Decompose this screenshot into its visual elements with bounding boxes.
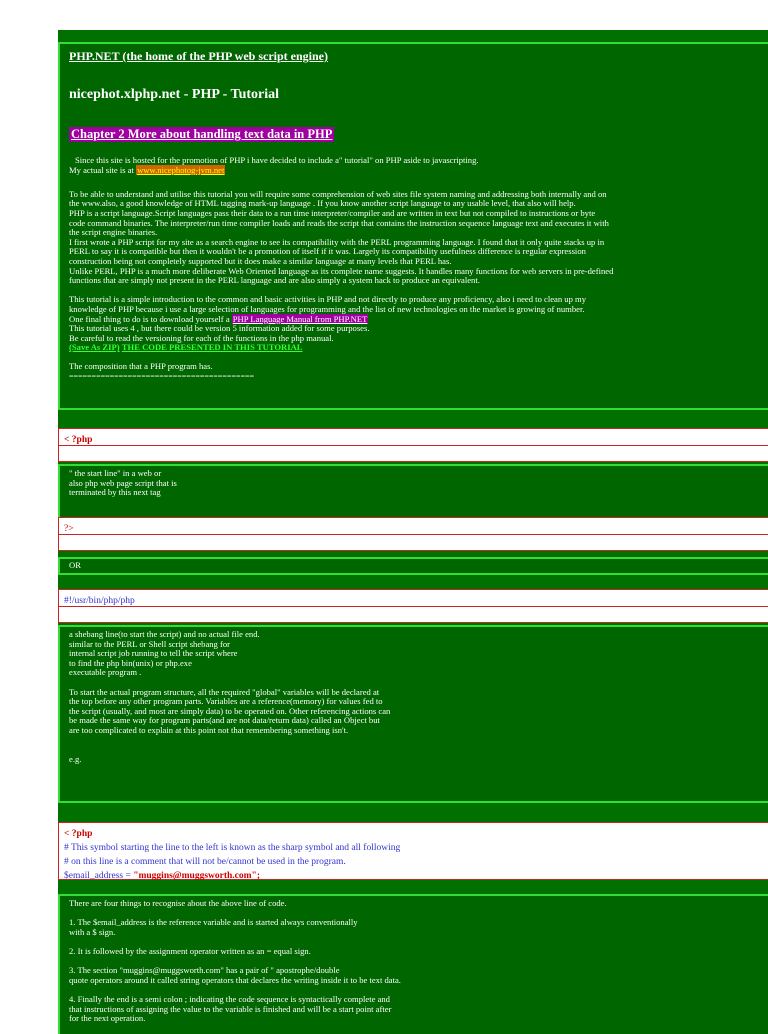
para2-line: functions that are simply not present in the PERL language and are also simply a system hack to produce an equivalent. (69, 275, 480, 286)
page-background (58, 30, 768, 1024)
para2-line: construction being not completely supported but it does make a similar language at many levels that PERL has. (69, 255, 452, 266)
composition-text: The composition that a PHP program has. (69, 361, 213, 372)
variables-line: be made the same way for program parts(and are not data/return data) called an Object but (69, 715, 380, 726)
item1-line: with a $ sign. (69, 926, 116, 937)
site-title: nicephot.xlphp.net - PHP - Tutorial (69, 87, 280, 102)
site-link[interactable]: www.nicephotog-jvm.net (137, 164, 225, 175)
code-box-shebang (58, 589, 768, 623)
para2-line: Unlike PERL, PHP is a much more deliberate Web Oriented language as its complete name suggests. It handles many functions for web servers in pre-defined (69, 265, 614, 276)
shebang-section (58, 625, 768, 803)
item4-line: 4. Finally the end is a semi colon ; indicating the code sequence is syntactically complete and (69, 993, 390, 1004)
php-manual-link[interactable]: PHP Language Manual from PHP.NET (232, 313, 368, 324)
four-things-section (58, 894, 768, 1034)
shebang-line: internal script job running to tell the script where (69, 648, 238, 659)
code-box-php-open (58, 428, 768, 462)
item3-line: 3. The section "muggins@muggsworth.com" has a pair of " apostrophe/double (69, 965, 340, 976)
item4-line: for the next operation. (69, 1013, 146, 1024)
shebang-line: executable program . (69, 667, 142, 678)
variables-line: are too complicated to explain at this point not that remembering something isn't. (69, 724, 349, 735)
comment-line-2: # on this line is a comment that will not be/cannot be used in the program. (64, 857, 346, 867)
download-prefix: One final thing to do is to download yourself a (69, 313, 232, 324)
eg-text: e.g. (69, 753, 82, 764)
item2-line: 2. It is followed by the assignment operator written as an = equal sign. (69, 945, 311, 956)
code-box-php-close (58, 517, 768, 551)
start-desc-line: also php web page script that is (69, 477, 177, 488)
or-text: OR (69, 560, 81, 570)
intro-line-2-prefix: My actual site is at (69, 164, 137, 175)
para2-line: I first wrote a PHP script for my site as a search engine to see its compatibility with the PERL programming language. I found that it only quite stacks up in (69, 236, 605, 247)
intro-line-2 (69, 166, 768, 176)
or-section (58, 557, 768, 575)
php-net-link[interactable]: PHP.NET (the home of the PHP web script engine) (69, 49, 328, 63)
divider-text: ========================================= (69, 372, 254, 382)
tutorial-code-link[interactable]: THE CODE PRESENTED IN THIS TUTORIAL (121, 342, 303, 353)
email-value: "muggins@muggsworth.com"; (133, 871, 260, 881)
start-desc-line: " the start line" in a web or (69, 468, 162, 478)
para2-line: PERL to say it is compatible but then it wouldn't be a promotion of itself if it was. Largely its compatibility usefulness difference is regular expression (69, 246, 586, 257)
para2-line: the script engine binaries. (69, 227, 158, 238)
item4-line: that instructions of assigning the value to the variable is finished and will be a start point after (69, 1003, 392, 1014)
para2-line: code command binaries. The interpreter/run time compiler loads and reads the script that contains the instruction sequence language text and executes it with (69, 217, 609, 228)
para4-line: Be careful to read the versioning for each of the functions in the php manual. (69, 332, 334, 343)
variables-line: the top before any other program parts. Variables are a reference(memory) for values fed to (69, 696, 383, 707)
shebang-line: similar to the PERL or Shell script shebang for (69, 638, 231, 649)
item3-line: quote operators around it called string operators that declares the writing inside it to be text data. (69, 974, 401, 985)
para3-line: knowledge of PHP because i use a large selection of languages for programming and the list of new technologies on the market is growing of number. (69, 303, 585, 314)
intro-section (58, 42, 768, 410)
four-things-title: There are four things to recognise about the above line of code. (69, 898, 287, 908)
comment-line-1: # This symbol starting the line to the left is known as the sharp symbol and all following (64, 843, 401, 853)
shebang-line: a shebang line(to start the script) and no actual file end. (69, 629, 260, 639)
variables-line: To start the actual program structure, all the required "global" variables will be declared at (69, 686, 380, 697)
chapter-link[interactable]: Chapter 2 More about handling text data in PHP (71, 127, 333, 141)
variables-line: the script (usually, and most are simply data) to be operated on. Other referencing actions can (69, 705, 391, 716)
intro-text (69, 156, 768, 382)
shebang-code: #!/usr/bin/php/php (64, 596, 135, 606)
item1-line: 1. The $email_address is the reference variable and is started always conventionally (69, 917, 358, 928)
para2-line: To be able to understand and utilise this tutorial you will require some comprehension of web sites file system naming and addressing both internally and on (69, 188, 607, 199)
shebang-line: to find the php bin(unix) or php.exe (69, 657, 192, 668)
start-desc-line: terminated by this next tag (69, 487, 161, 498)
php-close-tag: ?> (64, 524, 74, 534)
php-open-tag-2: < ?php (64, 829, 93, 839)
save-as-zip-link[interactable]: (Save As ZIP) (69, 342, 120, 353)
intro-line-1: Since this site is hosted for the promotion of PHP i have decided to include a" tutorial" on PHP aside to javascripting. (75, 155, 479, 165)
code-box-email (58, 822, 768, 880)
zip-line (69, 343, 768, 353)
para4-line: This tutorial uses 4 , but there could be version 5 information added for some purposes. (69, 323, 370, 334)
php-open-tag: < ?php (64, 435, 93, 445)
email-variable: $email_address = (64, 871, 134, 881)
para2-line: the www.also, a good knowledge of HTML tagging mark-up language . If you know another script language to any usable level, that also will help. (69, 198, 576, 209)
para3-line: This tutorial is a simple introduction to the common and basic activities in PHP and not directly to produce any proficiency, also i need to clean up my (69, 294, 587, 305)
para2-line: PHP is a script language.Script languages pass their data to a run time interpreter/compiler and are written in text but not compiled to instructions or byte (69, 207, 596, 218)
